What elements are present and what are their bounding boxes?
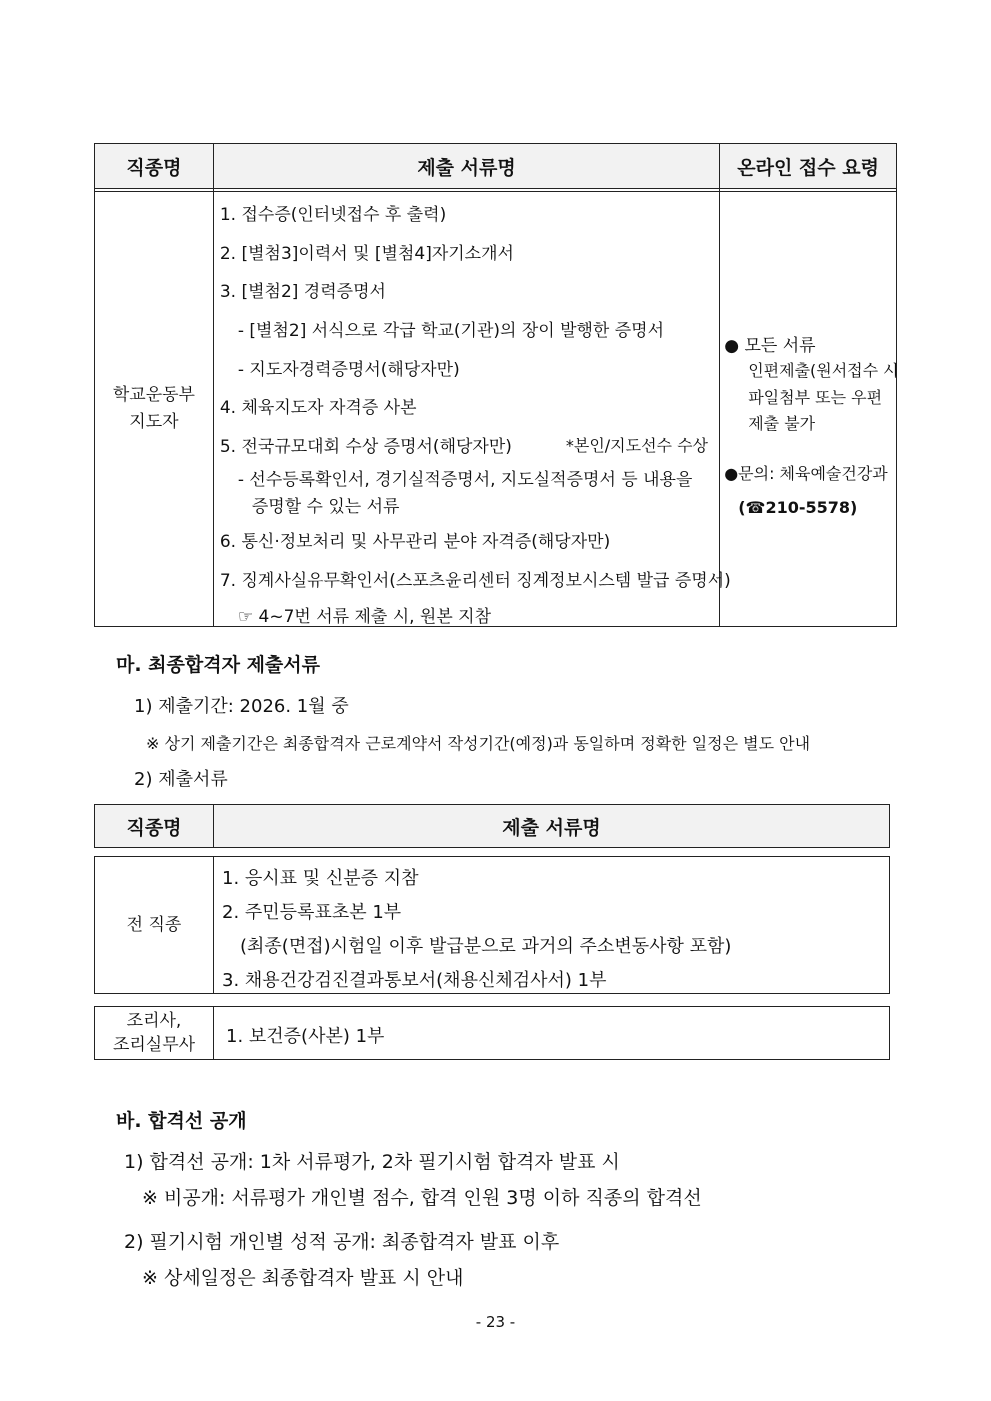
header-job: 직종명 bbox=[95, 144, 214, 189]
doc-line: - [별첨2] 서식으로 각급 학교(기관)의 장이 발행한 증명서 bbox=[237, 321, 665, 341]
header-job: 직종명 bbox=[95, 805, 214, 848]
score-disclosure: 2) 필기시험 개인별 성적 공개: 최종합격자 발표 이후 bbox=[124, 1231, 560, 1253]
doc-line: - 지도자경력증명서(해당자만) bbox=[237, 360, 460, 380]
docs-cell bbox=[214, 857, 890, 994]
header-docs: 제출 서류명 bbox=[214, 805, 890, 848]
online-line: ● 모든 서류 bbox=[724, 336, 816, 356]
job-cell bbox=[95, 1007, 214, 1060]
job-line: 지도자 bbox=[129, 412, 179, 432]
final-docs-header-table bbox=[94, 804, 890, 848]
doc-line: 3. [별첨2] 경력증명서 bbox=[219, 282, 386, 302]
doc-line: 5. 전국규모대회 수상 증명서(해당자만) bbox=[219, 437, 512, 457]
final-docs-cook-table bbox=[94, 1006, 890, 1060]
phone-contact: (☎210-5578) bbox=[738, 498, 858, 517]
doc-line: 4. 체육지도자 자격증 사본 bbox=[219, 398, 417, 418]
doc-line: 6. 통신·정보처리 및 사무관리 분야 자격증(해당자만) bbox=[219, 532, 611, 552]
doc-line: 3. 채용건강검진결과통보서(채용신체검사서) 1부 bbox=[222, 970, 607, 991]
job-line: 조리실무사 bbox=[112, 1035, 196, 1055]
doc-line: (최종(면접)시험일 이후 발급분으로 과거의 주소변동사항 포함) bbox=[240, 936, 732, 957]
online-line: 파일첨부 또는 우편 bbox=[748, 388, 883, 407]
doc-line: ☞ 4~7번 서류 제출 시, 원본 지참 bbox=[237, 607, 492, 627]
documents-table bbox=[94, 143, 897, 627]
cutoff-disclosure: 1) 합격선 공개: 1차 서류평가, 2차 필기시험 합격자 발표 시 bbox=[124, 1151, 620, 1173]
table-header-row bbox=[95, 144, 897, 189]
submit-period-note: ※ 상기 제출기간은 최종합격자 근로계약서 작성기간(예정)과 동일하며 정확한 일정은 별도 안내 bbox=[146, 734, 811, 753]
doc-line: 2. [별첨3]이력서 및 [별첨4]자기소개서 bbox=[219, 244, 514, 264]
doc-line: 1. 접수증(인터넷접수 후 출력) bbox=[219, 205, 447, 225]
job-line: 조리사, bbox=[126, 1011, 182, 1031]
table-row bbox=[95, 1007, 890, 1060]
header-docs: 제출 서류명 bbox=[213, 144, 719, 189]
online-line: 인편제출(원서접수 시 bbox=[748, 361, 899, 380]
doc-line: - 선수등록확인서, 경기실적증명서, 지도실적증명서 등 내용을 bbox=[237, 470, 693, 490]
submit-docs-label: 2) 제출서류 bbox=[134, 769, 228, 790]
online-line: ●문의: 체육예술건강과 bbox=[724, 464, 888, 483]
table-row bbox=[95, 192, 897, 627]
section-title-ba: 바. 합격선 공개 bbox=[116, 1110, 247, 1132]
doc-line: 증명할 수 있는 서류 bbox=[251, 497, 400, 517]
section-title-ma: 마. 최종합격자 제출서류 bbox=[116, 654, 320, 676]
docs-cell bbox=[214, 1007, 890, 1060]
job-cell bbox=[95, 192, 214, 627]
cutoff-nondisclosure-note: ※ 비공개: 서류평가 개인별 점수, 합격 인원 3명 이하 직종의 합격선 bbox=[142, 1187, 702, 1209]
doc-note: *본인/지도선수 수상 bbox=[565, 436, 708, 455]
page-number: - 23 - bbox=[475, 1313, 516, 1331]
table-row bbox=[95, 857, 890, 994]
online-cell bbox=[720, 192, 897, 627]
job-line: 학교운동부 bbox=[112, 385, 195, 405]
header-online: 온라인 접수 요령 bbox=[720, 144, 897, 189]
job-cell: 전 직종 bbox=[95, 857, 214, 994]
online-line: 제출 불가 bbox=[748, 414, 816, 433]
doc-line: 1. 응시표 및 신분증 지참 bbox=[222, 868, 419, 889]
final-docs-all-table bbox=[94, 856, 890, 994]
doc-line: 2. 주민등록표초본 1부 bbox=[222, 902, 402, 923]
docs-cell bbox=[213, 192, 731, 627]
table-header-row bbox=[95, 805, 890, 848]
schedule-note: ※ 상세일정은 최종합격자 발표 시 안내 bbox=[142, 1267, 464, 1289]
doc-line: 1. 보건증(사본) 1부 bbox=[226, 1026, 385, 1047]
doc-line: 7. 징계사실유무확인서(스포츠윤리센터 징계정보시스템 발급 증명서) bbox=[219, 571, 731, 591]
submit-period: 1) 제출기간: 2026. 1월 중 bbox=[134, 696, 349, 717]
